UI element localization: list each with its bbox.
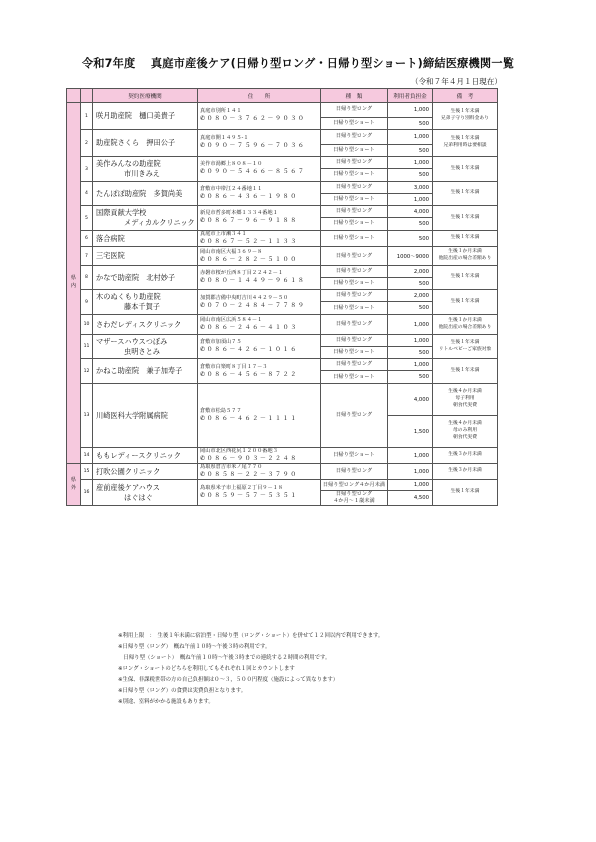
header-facility: 契約医療機関 — [93, 89, 198, 103]
service-type: 日帰り型ロング — [321, 290, 388, 302]
remarks: 生後１年未満 — [433, 157, 498, 182]
remarks: 生後１年未満 — [433, 206, 498, 231]
service-type: 日帰り型ショート — [321, 194, 388, 206]
user-fee: 1,000 — [388, 480, 433, 491]
facility-name: かなで助産院 北村妙子 — [93, 266, 198, 290]
footnote-line: ※生保、非課税世帯の方の自己負担額は０～３，５００円程度（施設によって異なります） — [118, 677, 339, 684]
user-fee: 1,000 — [388, 448, 433, 464]
remarks: 生後１年未満 — [433, 266, 498, 290]
group-label-in-pref: 県 内 — [67, 103, 81, 464]
facility-address: 鳥取県倉吉市米ノ尾７７０ ✆０８５８－２２－３７９０ — [198, 464, 321, 480]
service-type: 日帰り型ショート — [321, 302, 388, 315]
service-type: 日帰り型ロング — [321, 384, 388, 448]
facility-number: 2 — [81, 130, 93, 157]
user-fee: 1,000 — [388, 130, 433, 145]
service-type: 日帰り型ロング — [321, 206, 388, 218]
facility-number: 1 — [81, 103, 93, 130]
table-row — [67, 182, 498, 194]
service-type: 日帰り型ロング — [321, 335, 388, 347]
table-row — [67, 359, 498, 371]
user-fee: 4,000 — [388, 206, 433, 218]
facility-address: 岡山市南区広浜５８４－１ ✆０８６－２４６－４１０３ — [198, 315, 321, 335]
facility-number: 5 — [81, 206, 93, 231]
footnote-line: 日帰り型（ショート） 概ね午前１０時～午後３時までの連続する２時間の利用です。 — [118, 655, 331, 662]
footnote-line: ※利用上限 ： 生後１年未満に宿泊型・日帰り型（ロング・ショート）を併せて１２回以内で利用できます。 — [118, 633, 384, 639]
table-header-row — [67, 89, 498, 103]
footnotes — [118, 631, 538, 709]
user-fee: 500 — [388, 302, 433, 315]
facility-address: 加賀郡吉備中央町吉川４４２９－５０ ✆０７０－２４８４－７７８９ — [198, 290, 321, 315]
table-row — [67, 206, 498, 218]
service-type: 日帰り型ロング — [321, 130, 388, 145]
facility-number: 3 — [81, 157, 93, 182]
facility-address: 真庭市上市瀬３４１ ✆０８６７－５２－１１３３ — [198, 231, 321, 247]
remarks: 生後１年未満 — [433, 290, 498, 315]
service-type: 日帰り型ロング — [321, 266, 388, 278]
remarks: 生後１か月未満 他院出産の場合差額あり — [433, 315, 498, 335]
table-row — [67, 464, 498, 480]
footnote-line: ※別途、室料がかかる施設もあります。 — [118, 699, 214, 706]
facility-number: 16 — [81, 480, 93, 506]
facility-name: 川崎医科大学附属病院 — [93, 384, 198, 448]
facility-address: 美作市湯郷上８０８－１０ ✆０９０－５４６６－８５６７ — [198, 157, 321, 182]
user-fee: 4,000 — [388, 384, 433, 416]
table-row — [67, 384, 498, 416]
service-type: 日帰り型ロング ４か月～１歳未満 — [321, 491, 388, 506]
facility-name: 咲月助産院 樋口美貴子 — [93, 103, 198, 130]
facility-number: 14 — [81, 448, 93, 464]
user-fee: 500 — [388, 145, 433, 157]
table-row — [67, 130, 498, 145]
facility-number: 12 — [81, 359, 93, 384]
facility-name: 三宅医院 — [93, 247, 198, 266]
remarks: 生後１年未満 兄弟子守り別料金あり — [433, 103, 498, 130]
remarks: 生後１年未満 — [433, 359, 498, 384]
user-fee: 1,000 — [388, 157, 433, 169]
service-type: 日帰り型ロング — [321, 315, 388, 335]
group-label-out-pref: 県 外 — [67, 464, 81, 506]
user-fee: 1,000 — [388, 194, 433, 206]
facility-address: 真庭市別所１４１ ✆０８０－３７６２－９０３０ — [198, 103, 321, 130]
facility-address: 鳥取県米子市上福原２丁目９－１８ ✆０８５９－５７－５３５１ — [198, 480, 321, 506]
footnote-line: ※日帰り型（ロング） 概ね午前１０時～午後３時の利用です。 — [118, 644, 271, 651]
facility-address: 岡山市南区大福３６９－８ ✆０８６－２８２－５１００ — [198, 247, 321, 266]
remarks: 生後１年未満 — [433, 480, 498, 506]
remarks: 生後４か月未満 母のみ利用 朝食代実費 — [433, 416, 498, 448]
user-fee: 500 — [388, 278, 433, 290]
user-fee: 2,000 — [388, 290, 433, 302]
facility-address: 新見市哲多町本郷１３３４番地１ ✆０８６７－９６－９１８８ — [198, 206, 321, 231]
table-row — [67, 480, 498, 491]
facility-name: マザースハウスつぼみ 虫明さとみ — [93, 335, 198, 359]
table-row — [67, 157, 498, 169]
facility-name: かねこ助産院 兼子加寿子 — [93, 359, 198, 384]
service-type: 日帰り型ショート — [321, 371, 388, 384]
facility-address: 倉敷市中帯江２４番地１１ ✆０８６－４３６－１９８０ — [198, 182, 321, 206]
facility-name: 打吹公園クリニック — [93, 464, 198, 480]
service-type: 日帰り型ショート — [321, 448, 388, 464]
facility-number: 10 — [81, 315, 93, 335]
remarks: 生後１か月未満 他院出産の場合差額あり — [433, 247, 498, 266]
service-type: 日帰り型ロング — [321, 464, 388, 480]
facility-number: 13 — [81, 384, 93, 448]
service-type: 日帰り型ロング — [321, 359, 388, 371]
table-row — [67, 247, 498, 266]
service-type: 日帰り型ロング — [321, 247, 388, 266]
remarks: 生後１年未満 兄弟利用時は要相談 — [433, 130, 498, 157]
user-fee: 1000～9000 — [388, 247, 433, 266]
facility-name: 助産院さくら 押田公子 — [93, 130, 198, 157]
user-fee: 500 — [388, 347, 433, 359]
facility-number: 7 — [81, 247, 93, 266]
user-fee: 1,000 — [388, 103, 433, 118]
facility-address: 倉敷市松島５７７ ✆０８６－４６２－１１１１ — [198, 384, 321, 448]
user-fee: 1,000 — [388, 464, 433, 480]
service-type: 日帰り型ショート — [321, 278, 388, 290]
user-fee: 1,000 — [388, 335, 433, 347]
facility-address: 真庭市開１４９５-１ ✆０９０－７５９６－７０３６ — [198, 130, 321, 157]
facility-number: 8 — [81, 266, 93, 290]
remarks: 生後３か月未満 — [433, 464, 498, 480]
facility-address: 赤磐市桜が丘西８丁目２２４２－１ ✆０８０－１４４９－９６１８ — [198, 266, 321, 290]
service-type: 日帰り型ロング — [321, 103, 388, 118]
user-fee: 1,000 — [388, 359, 433, 371]
facility-name: 落合病院 — [93, 231, 198, 247]
service-type: 日帰り型ショート — [321, 118, 388, 130]
footnote-line: ※ロング・ショートのどちらを利用してもそれぞれ１回とカウントします — [118, 666, 295, 673]
facility-name: 国際貢献大学校 メディカルクリニック — [93, 206, 198, 231]
service-type: 日帰り型ロング — [321, 182, 388, 194]
facility-address: 倉敷市白楽町８丁目１７－３ ✆０８６－４５６－８７２２ — [198, 359, 321, 384]
facility-address: 倉敷市加須山７５ ✆０８６－４２６－１０１６ — [198, 335, 321, 359]
table-row — [67, 290, 498, 302]
facility-number: 4 — [81, 182, 93, 206]
table-row — [67, 448, 498, 464]
user-fee: 500 — [388, 218, 433, 231]
user-fee: 2,000 — [388, 266, 433, 278]
service-type: 日帰り型ショート — [321, 169, 388, 182]
service-type: 日帰り型ロング４か月未満 — [321, 480, 388, 491]
user-fee: 1,500 — [388, 416, 433, 448]
page-title: 令和7年度 真庭市産後ケア(日帰り型ロング・日帰り型ショート)締結医療機関一覧 — [81, 57, 515, 70]
header-fee: 利用者負担金 — [388, 89, 433, 103]
service-type: 日帰り型ショート — [321, 145, 388, 157]
facility-name: 木のぬくもり助産院 藤本千賀子 — [93, 290, 198, 315]
table-row — [67, 315, 498, 335]
user-fee: 1,000 — [388, 315, 433, 335]
table-row — [67, 231, 498, 247]
user-fee: 4,500 — [388, 491, 433, 506]
header-type: 種 類 — [321, 89, 388, 103]
remarks: 生後１年未満 — [433, 231, 498, 247]
facility-table — [66, 88, 498, 506]
as-of-date: （令和７年４月１日現在） — [410, 77, 502, 86]
facility-number: 9 — [81, 290, 93, 315]
footnote-line: ※日帰り型（ロング）の食費は実費負担となります。 — [118, 688, 247, 695]
service-type: 日帰り型ショート — [321, 218, 388, 231]
user-fee: 500 — [388, 118, 433, 130]
facility-name: 美作みんなの助産院 市川きみえ — [93, 157, 198, 182]
facility-number: 11 — [81, 335, 93, 359]
table-row — [67, 103, 498, 118]
service-type: 日帰り型ショート — [321, 347, 388, 359]
facility-name: ももレディースクリニック — [93, 448, 198, 464]
remarks: 生後４か月未満 母子利用 朝食代実費 — [433, 384, 498, 416]
service-type: 日帰り型ショート — [321, 231, 388, 247]
facility-name: たんぽぽ助産院 多賀尚美 — [93, 182, 198, 206]
service-type: 日帰り型ロング — [321, 157, 388, 169]
table-row — [67, 335, 498, 347]
facility-name: 産前産後ケアハウス はぐはぐ — [93, 480, 198, 506]
user-fee: 500 — [388, 231, 433, 247]
user-fee: 3,000 — [388, 182, 433, 194]
header-remarks: 備 考 — [433, 89, 498, 103]
facility-address: 岡山市北区西花尻１２００番地３ ✆０８６－９０３－２２４８ — [198, 448, 321, 464]
table-row — [67, 266, 498, 278]
user-fee: 500 — [388, 371, 433, 384]
remarks: 生後１年未満 — [433, 182, 498, 206]
remarks: 生後３か月未満 — [433, 448, 498, 464]
facility-number: 6 — [81, 231, 93, 247]
remarks: 生後１年未満 リトルベビーご家族対象 — [433, 335, 498, 359]
user-fee: 500 — [388, 169, 433, 182]
facility-number: 15 — [81, 464, 93, 480]
facility-name: さわだレディスクリニック — [93, 315, 198, 335]
header-address: 住 所 — [198, 89, 321, 103]
